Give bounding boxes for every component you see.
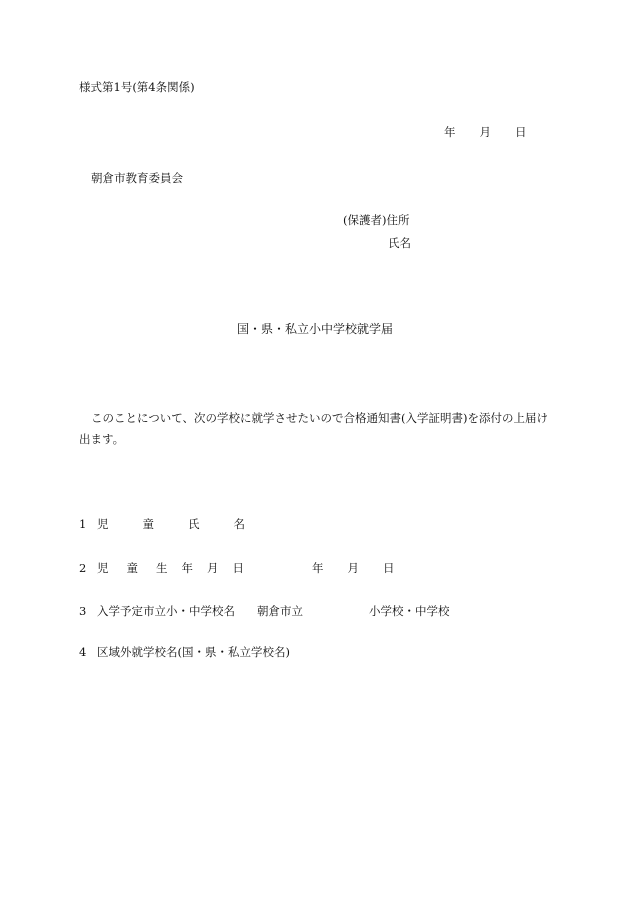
document-title: 国・県・私立小中学校就学届: [237, 322, 394, 336]
label-char: 童: [142, 517, 154, 531]
label-char: 生: [156, 561, 168, 575]
guardian-name-label: 氏名: [388, 236, 411, 250]
birth-year-label: 年: [312, 561, 324, 575]
label-char: 児: [97, 517, 109, 531]
item-number: 3: [79, 604, 87, 618]
guardian-address-label: (保護者)住所: [343, 213, 410, 227]
label-char: 童: [126, 561, 138, 575]
planned-school-label: 入学予定市立小・中学校名: [97, 604, 235, 618]
item-child-birthdate: [79, 561, 395, 575]
date-day-label: 日: [515, 125, 527, 139]
item-outside-district-school: [79, 645, 290, 659]
item-planned-school: [79, 604, 450, 618]
birth-month-label: 月: [347, 561, 359, 575]
city-name: 朝倉市立: [257, 604, 303, 618]
label-char: 月: [207, 561, 219, 575]
form-number: 様式第1号(第4条関係): [79, 80, 195, 94]
label-char: 児: [97, 561, 109, 575]
outside-district-school-label: 区域外就学校名(国・県・私立学校名): [97, 645, 290, 659]
item-number: 2: [79, 561, 87, 575]
item-child-name: [79, 517, 245, 531]
submission-date: [444, 125, 527, 139]
birth-day-label: 日: [383, 561, 395, 575]
item-number: 4: [79, 645, 87, 659]
item-number: 1: [79, 517, 87, 531]
date-month-label: 月: [479, 125, 491, 139]
body-text: このことについて、次の学校に就学させたいので合格通知書(入学証明書)を添付の上届け出ます。: [79, 411, 549, 446]
label-char: 氏: [188, 517, 200, 531]
label-char: 名: [233, 517, 245, 531]
school-type: 小学校・中学校: [369, 604, 450, 618]
date-year-label: 年: [444, 125, 456, 139]
label-char: 日: [232, 561, 244, 575]
addressee: 朝倉市教育委員会: [91, 171, 183, 185]
label-char: 年: [181, 561, 193, 575]
